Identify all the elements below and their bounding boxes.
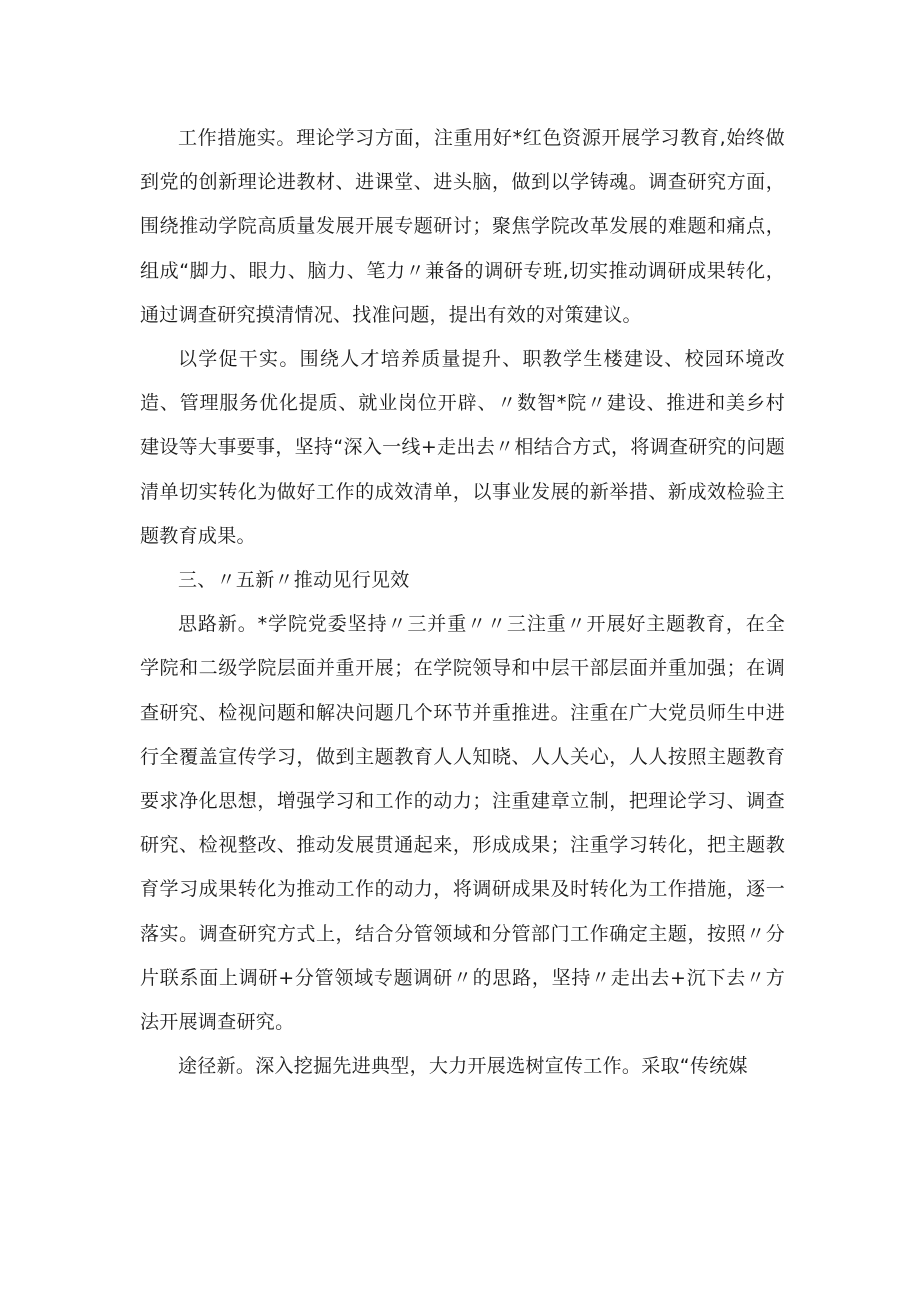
section-heading-five-new: 三、〃五新〃推动见行见效	[178, 569, 410, 592]
document-body	[140, 116, 785, 1088]
paragraph-new-approaches: 途径新。深入挖掘先进典型，大力开展选树宣传工作。采取“传统媒	[178, 1055, 748, 1078]
paragraph-new-ideas: 思路新。*学院党委坚持〃三并重〃〃三注重〃开展好主题教育，在全学院和二级学院层面并重开展；在学院领导和中层干部层面并重加强；在调查研究、检视问题和解决问题几个环节并重推进。注重在广大党员师生中进行全覆盖宣传学习，做到主题教育人人知晓、人人关心，人人按照主题教育要求净化思想，增强学习和工作的动力；注重建章立制，把理论学习、调查研究、检视整改、推动发展贯通起来，形成成果；注重学习转化，把主题教育学习成果转化为推动工作的动力，将调研成果及时转化为工作措施，逐一落实。调查研究方式上，结合分管领域和分管部门工作确定主题，按照〃分片联系面上调研+分管领域专题调研〃的思路，坚持〃走出去+沉下去〃方法开展调查研究。	[140, 613, 785, 1034]
paragraph-work-measures: 工作措施实。理论学习方面，注重用好*红色资源开展学习教育,始终做到党的创新理论进教材、进课堂、进头脑，做到以学铸魂。调查研究方面，围绕推动学院高质量发展开展专题研讨；聚焦学院改革发展的难题和痛点，组成“脚力、眼力、脑力、笔力〃兼备的调研专班,切实推动调研成果转化，通过调查研究摸清情况、找准问题，提出有效的对策建议。	[140, 127, 785, 326]
paragraph-learning-promotes-work: 以学促干实。围绕人才培养质量提升、职教学生楼建设、校园环境改造、管理服务优化提质、就业岗位开辟、〃数智*院〃建设、推进和美乡村建设等大事要事，坚持“深入一线+走出去〃相结合方式，将调查研究的问题清单切实转化为做好工作的成效清单，以事业发展的新举措、新成效检验主题教育成果。	[140, 348, 785, 547]
